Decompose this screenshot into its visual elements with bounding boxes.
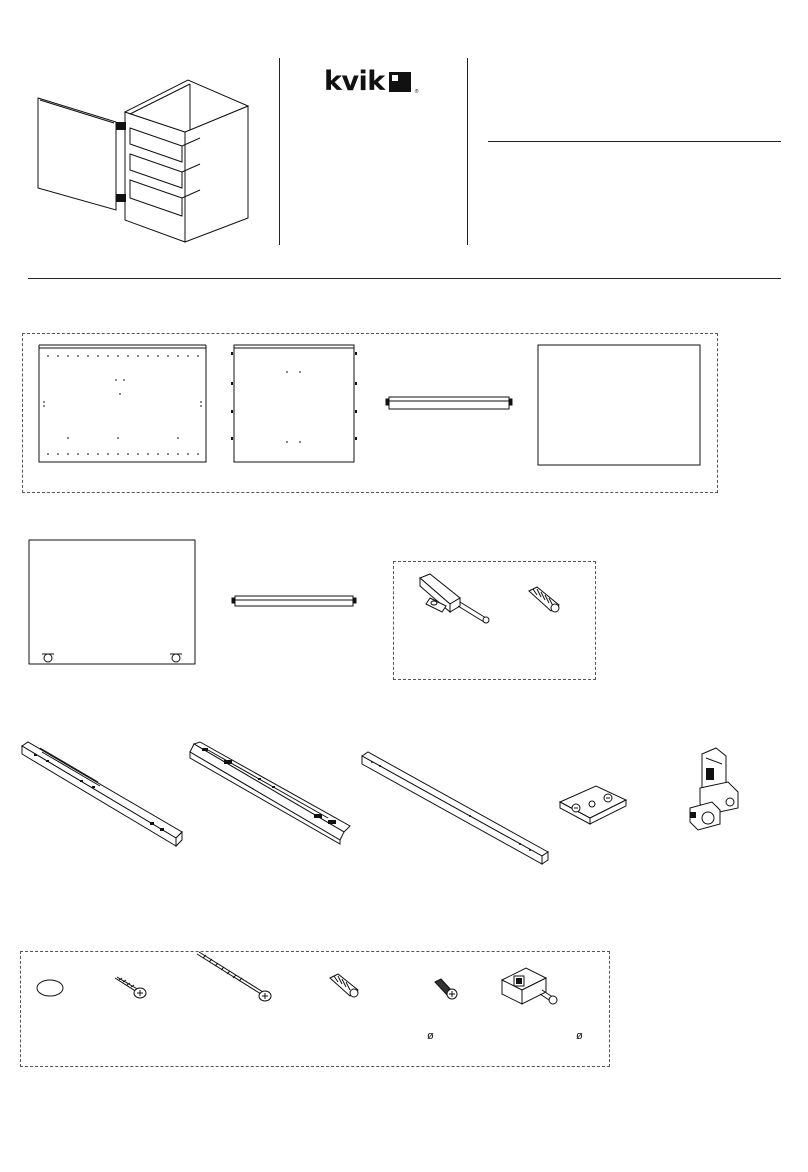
side-panel [230, 342, 360, 464]
brand-name: kvik [324, 66, 385, 97]
euro-screw-icon [433, 978, 459, 1002]
rail-bar [360, 752, 550, 870]
square-logo-mark-icon [389, 72, 411, 92]
bumper-pad-icon [35, 978, 65, 998]
connector-icon [496, 964, 562, 1016]
registered-mark: ® [414, 89, 419, 95]
diameter-symbol-1: ø [427, 1030, 434, 1042]
diameter-symbol-2: ø [576, 1030, 583, 1042]
dowel-icon [527, 585, 561, 615]
push-latch-icon [412, 572, 494, 627]
front-rail [231, 592, 359, 610]
cabinet-illustration [30, 70, 260, 250]
drawer-runner-right [188, 742, 353, 846]
drawer-runner-left [20, 740, 185, 850]
rail [385, 392, 515, 414]
back-panel [537, 344, 702, 468]
header-divider-left [279, 58, 280, 245]
mounting-plate-icon [556, 780, 630, 830]
brand-logo [324, 66, 418, 97]
bottom-panel [28, 538, 198, 668]
long-screw-icon [195, 952, 275, 1008]
dowel-small-icon [328, 972, 360, 1000]
header-bottom-rule [28, 278, 781, 279]
header-divider-right [467, 58, 468, 245]
top-panel [38, 342, 208, 464]
short-screw-icon [113, 976, 147, 1002]
header-title-line [488, 141, 781, 142]
hinge-icon [686, 748, 748, 836]
